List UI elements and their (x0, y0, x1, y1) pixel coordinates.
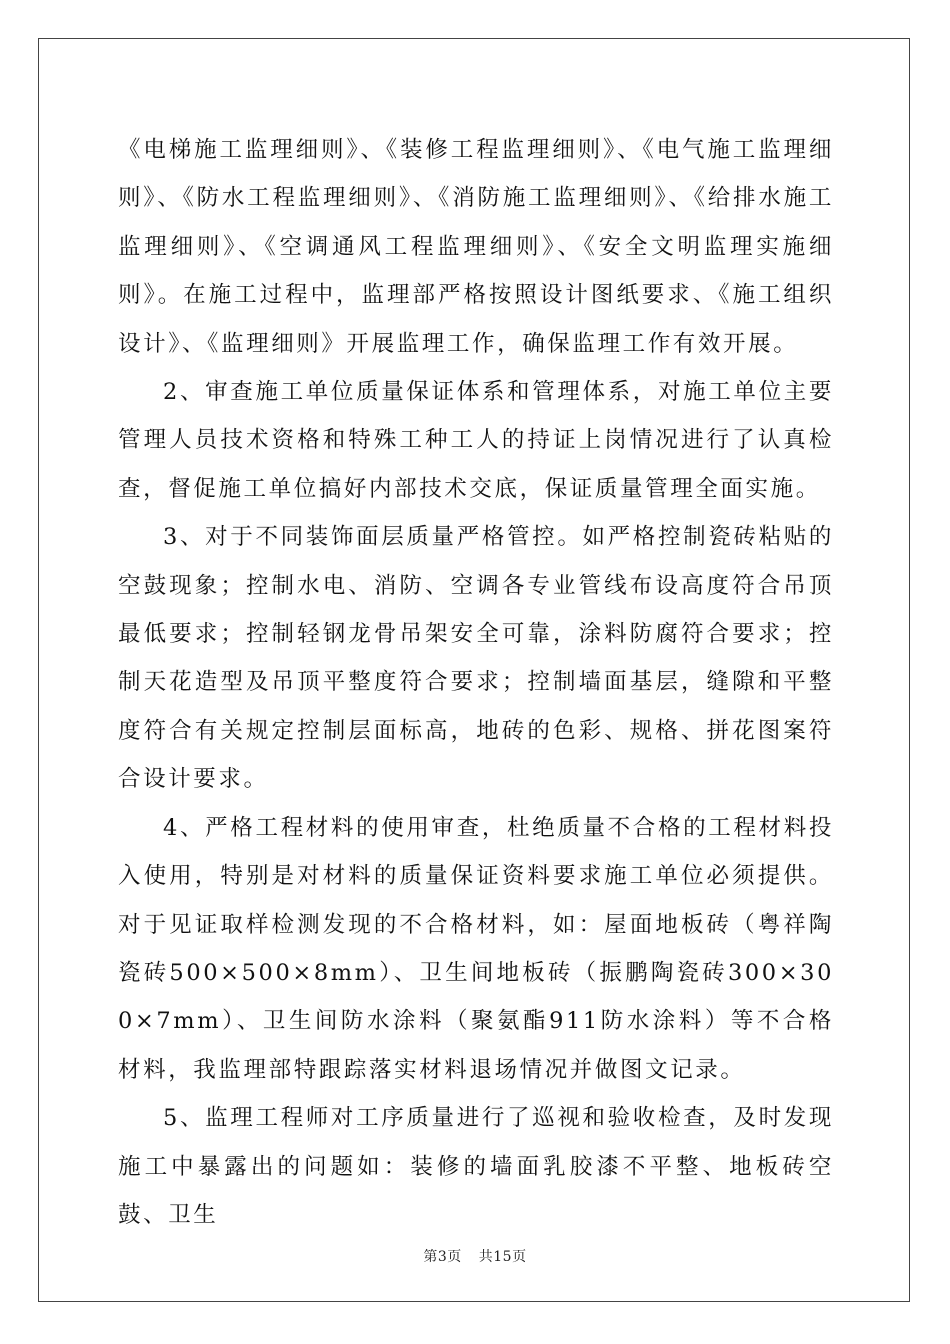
paragraph-item-2: 2、审查施工单位质量保证体系和管理体系，对施工单位主要管理人员技术资格和特殊工种工人的持证上岗情况进行了认真检查，督促施工单位搞好内部技术交底，保证质量管理全面实施。 (118, 379, 834, 502)
page-number-total: 共15页 (478, 1249, 527, 1265)
page-number-current: 第3页 (423, 1249, 462, 1265)
paragraph-item-3: 3、对于不同装饰面层质量严格管控。如严格控制瓷砖粘贴的空鼓现象；控制水电、消防、空调各专业管线布设高度符合吊顶最低要求；控制轻钢龙骨吊架安全可靠，涂料防腐符合要求；控制天花造型及吊顶平整度符合要求；控制墙面基层，缝隙和平整度符合有关规定控制层面标高，地砖的色彩、规格、拼花图案符合设计要求。 (118, 524, 834, 793)
paragraph-item-5: 5、监理工程师对工序质量进行了巡视和验收检查，及时发现施工中暴露出的问题如：装修的墙面乳胶漆不平整、地板砖空鼓、卫生 (118, 1105, 834, 1228)
paragraph-intro: 《电梯施工监理细则》、《装修工程监理细则》、《电气施工监理细则》、《防水工程监理细则》、《消防施工监理细则》、《给排水施工监理细则》、《空调通风工程监理细则》、《安全文明监理实施细则》。在施工过程中，监理部严格按照设计图纸要求、《施工组织设计》、《监理细则》开展监理工作，确保监理工作有效开展。 (118, 137, 834, 357)
paragraph-item-4: 4、严格工程材料的使用审查，杜绝质量不合格的工程材料投入使用，特别是对材料的质量保证资料要求施工单位必须提供。对于见证取样检测发现的不合格材料，如：屋面地板砖（粤祥陶瓷砖500×500×8mm）、卫生间地板砖（振鹏陶瓷砖300×300×7mm）、卫生间防水涂料（聚氨酯911防水涂料）等不合格材料，我监理部特跟踪落实材料退场情况并做图文记录。 (118, 814, 834, 1083)
document-body (118, 126, 834, 1239)
page-footer (0, 1246, 950, 1266)
